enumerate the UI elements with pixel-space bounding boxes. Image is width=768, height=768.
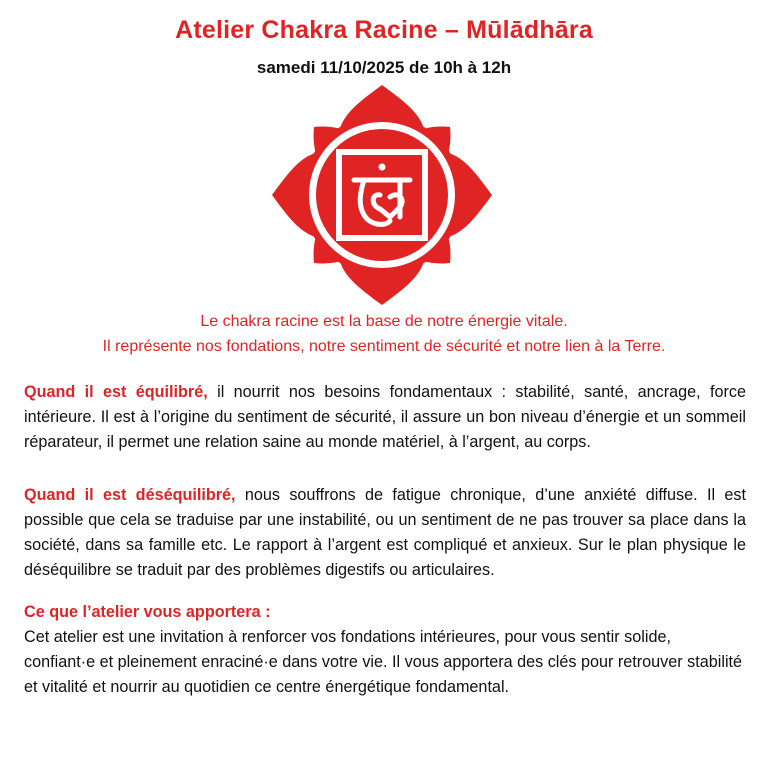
intro-line-1: Le chakra racine est la base de notre énergie vitale. xyxy=(200,313,568,330)
muladhara-chakra-symbol xyxy=(272,85,492,305)
intro-line-2: Il représente nos fondations, notre sentiment de sécurité et notre lien à la Terre. xyxy=(102,338,666,355)
balanced-text: il nourrit nos besoins fondamentaux : stabilité, santé, ancrage, force intérieure. Il est à l’origine du sentiment de sécurité, il assure un bon niveau d’énergie et un sommeil réparateur, il permet une relation saine au monde matériel, à l’argent, au corps. xyxy=(24,383,746,451)
benefits-heading: Ce que l’atelier vous apportera : xyxy=(24,603,271,621)
bindu-dot xyxy=(379,164,386,171)
unbalanced-lead: Quand il est déséquilibré, xyxy=(24,486,236,504)
page-title: Atelier Chakra Racine – Mūlādhāra xyxy=(175,16,593,44)
unbalanced-text: nous souffrons de fatigue chronique, d’une anxiété diffuse. Il est possible que cela se traduise par une instabilité, ou un sentiment de ne pas trouver sa place dans la société, dans sa famille etc. Le rapport à l’argent est compliqué et anxieux. Sur le plan physique le déséquilibre se traduit par des problèmes digestifs ou articulaires. xyxy=(24,486,746,579)
balanced-lead: Quand il est équilibré, xyxy=(24,383,208,401)
benefits-text: Cet atelier est une invitation à renforcer vos fondations intérieures, pour vous sentir solide, confiant·e et pleinement enraciné·e dans votre vie. Il vous apportera des clés pour retrouver stabilité et vitalité et nourrir au quotidien ce centre énergétique fondamental. xyxy=(24,628,743,696)
unbalanced-paragraph xyxy=(24,483,746,583)
intro-text xyxy=(0,309,768,359)
event-date: samedi 11/10/2025 de 10h à 12h xyxy=(256,58,512,77)
balanced-paragraph xyxy=(24,380,746,455)
benefits-section xyxy=(24,600,746,700)
